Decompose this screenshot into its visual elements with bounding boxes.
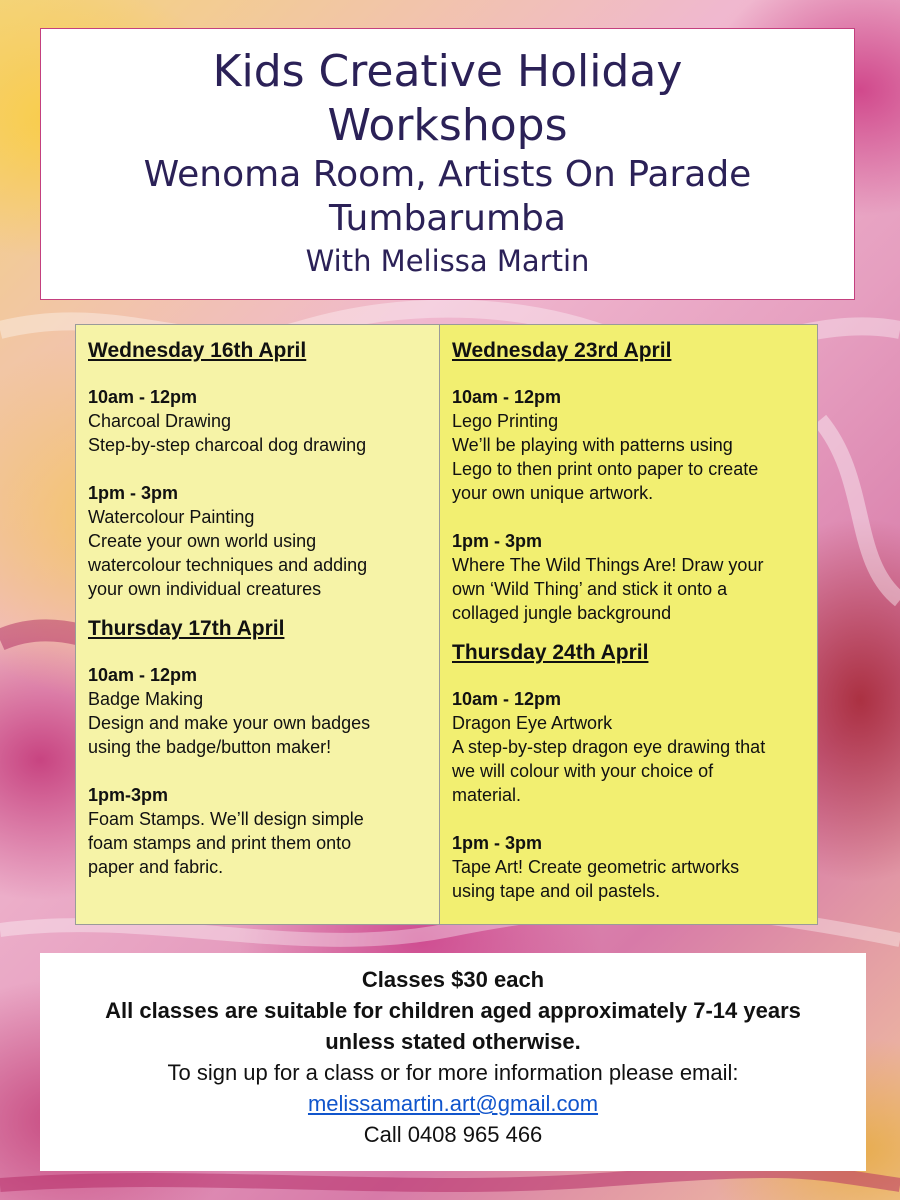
session-description: using tape and oil pastels. xyxy=(452,881,661,901)
session-time: 1pm-3pm xyxy=(88,785,169,805)
day-heading: Thursday 24th April xyxy=(452,641,649,664)
session-title: Watercolour Painting xyxy=(88,507,255,527)
session-time: 10am - 12pm xyxy=(88,665,198,685)
session-description: your own unique artwork. xyxy=(452,483,654,503)
session-block xyxy=(88,783,427,879)
session-description: using the badge/button maker! xyxy=(88,737,332,757)
session-description: Create your own world using xyxy=(88,531,317,551)
session-title: Lego Printing xyxy=(452,411,559,431)
schedule-column-left xyxy=(76,325,440,924)
session-description: Tape Art! Create geometric artworks xyxy=(452,857,740,877)
title-panel xyxy=(40,28,855,300)
host-name: With Melissa Martin xyxy=(305,244,590,278)
session-description: collaged jungle background xyxy=(452,603,672,623)
session-description: We’ll be playing with patterns using xyxy=(452,435,733,455)
signup-text: To sign up for a class or for more information please email: xyxy=(167,1060,739,1085)
day-heading: Wednesday 16th April xyxy=(88,339,307,362)
info-panel xyxy=(40,953,866,1171)
session-description: watercolour techniques and adding xyxy=(88,555,368,575)
session-block xyxy=(88,663,427,759)
session-time: 1pm - 3pm xyxy=(452,531,543,551)
session-description: your own individual creatures xyxy=(88,579,322,599)
session-time: 10am - 12pm xyxy=(452,689,562,709)
page-title-line1: Kids Creative Holiday xyxy=(212,46,683,97)
session-block xyxy=(452,529,805,625)
session-time: 1pm - 3pm xyxy=(452,833,543,853)
session-description: Design and make your own badges xyxy=(88,713,371,733)
age-text-line2: unless stated otherwise. xyxy=(325,1029,581,1054)
session-block xyxy=(88,385,427,457)
session-block xyxy=(88,481,427,601)
session-title: Badge Making xyxy=(88,689,204,709)
schedule-column-right xyxy=(440,325,817,924)
session-time: 10am - 12pm xyxy=(88,387,198,407)
session-description: paper and fabric. xyxy=(88,857,224,877)
price-text: Classes $30 each xyxy=(361,967,545,992)
phone-text: Call 0408 965 466 xyxy=(363,1122,543,1147)
venue-line2: Tumbarumba xyxy=(329,198,566,239)
session-block xyxy=(452,687,805,807)
day-heading: Thursday 17th April xyxy=(88,617,285,640)
page-title-line2: Workshops xyxy=(327,100,568,151)
session-description: Lego to then print onto paper to create xyxy=(452,459,759,479)
age-text-line1: All classes are suitable for children aged approximately 7-14 years xyxy=(105,998,801,1023)
session-time: 1pm - 3pm xyxy=(88,483,179,503)
venue-line1: Wenoma Room, Artists On Parade xyxy=(143,154,752,195)
session-time: 10am - 12pm xyxy=(452,387,562,407)
session-description: material. xyxy=(452,785,522,805)
session-description: Where The Wild Things Are! Draw your xyxy=(452,555,764,575)
email-link[interactable]: melissamartin.art@gmail.com xyxy=(307,1091,599,1116)
session-title: Dragon Eye Artwork xyxy=(452,713,613,733)
schedule-table xyxy=(75,324,818,925)
session-block xyxy=(452,385,805,505)
session-description: A step-by-step dragon eye drawing that xyxy=(452,737,766,757)
session-block xyxy=(452,831,805,903)
session-title: Charcoal Drawing xyxy=(88,411,232,431)
session-description: own ‘Wild Thing’ and stick it onto a xyxy=(452,579,728,599)
session-description: foam stamps and print them onto xyxy=(88,833,352,853)
session-description: we will colour with your choice of xyxy=(452,761,714,781)
session-description: Step-by-step charcoal dog drawing xyxy=(88,435,367,455)
session-description: Foam Stamps. We’ll design simple xyxy=(88,809,364,829)
day-heading: Wednesday 23rd April xyxy=(452,339,672,362)
